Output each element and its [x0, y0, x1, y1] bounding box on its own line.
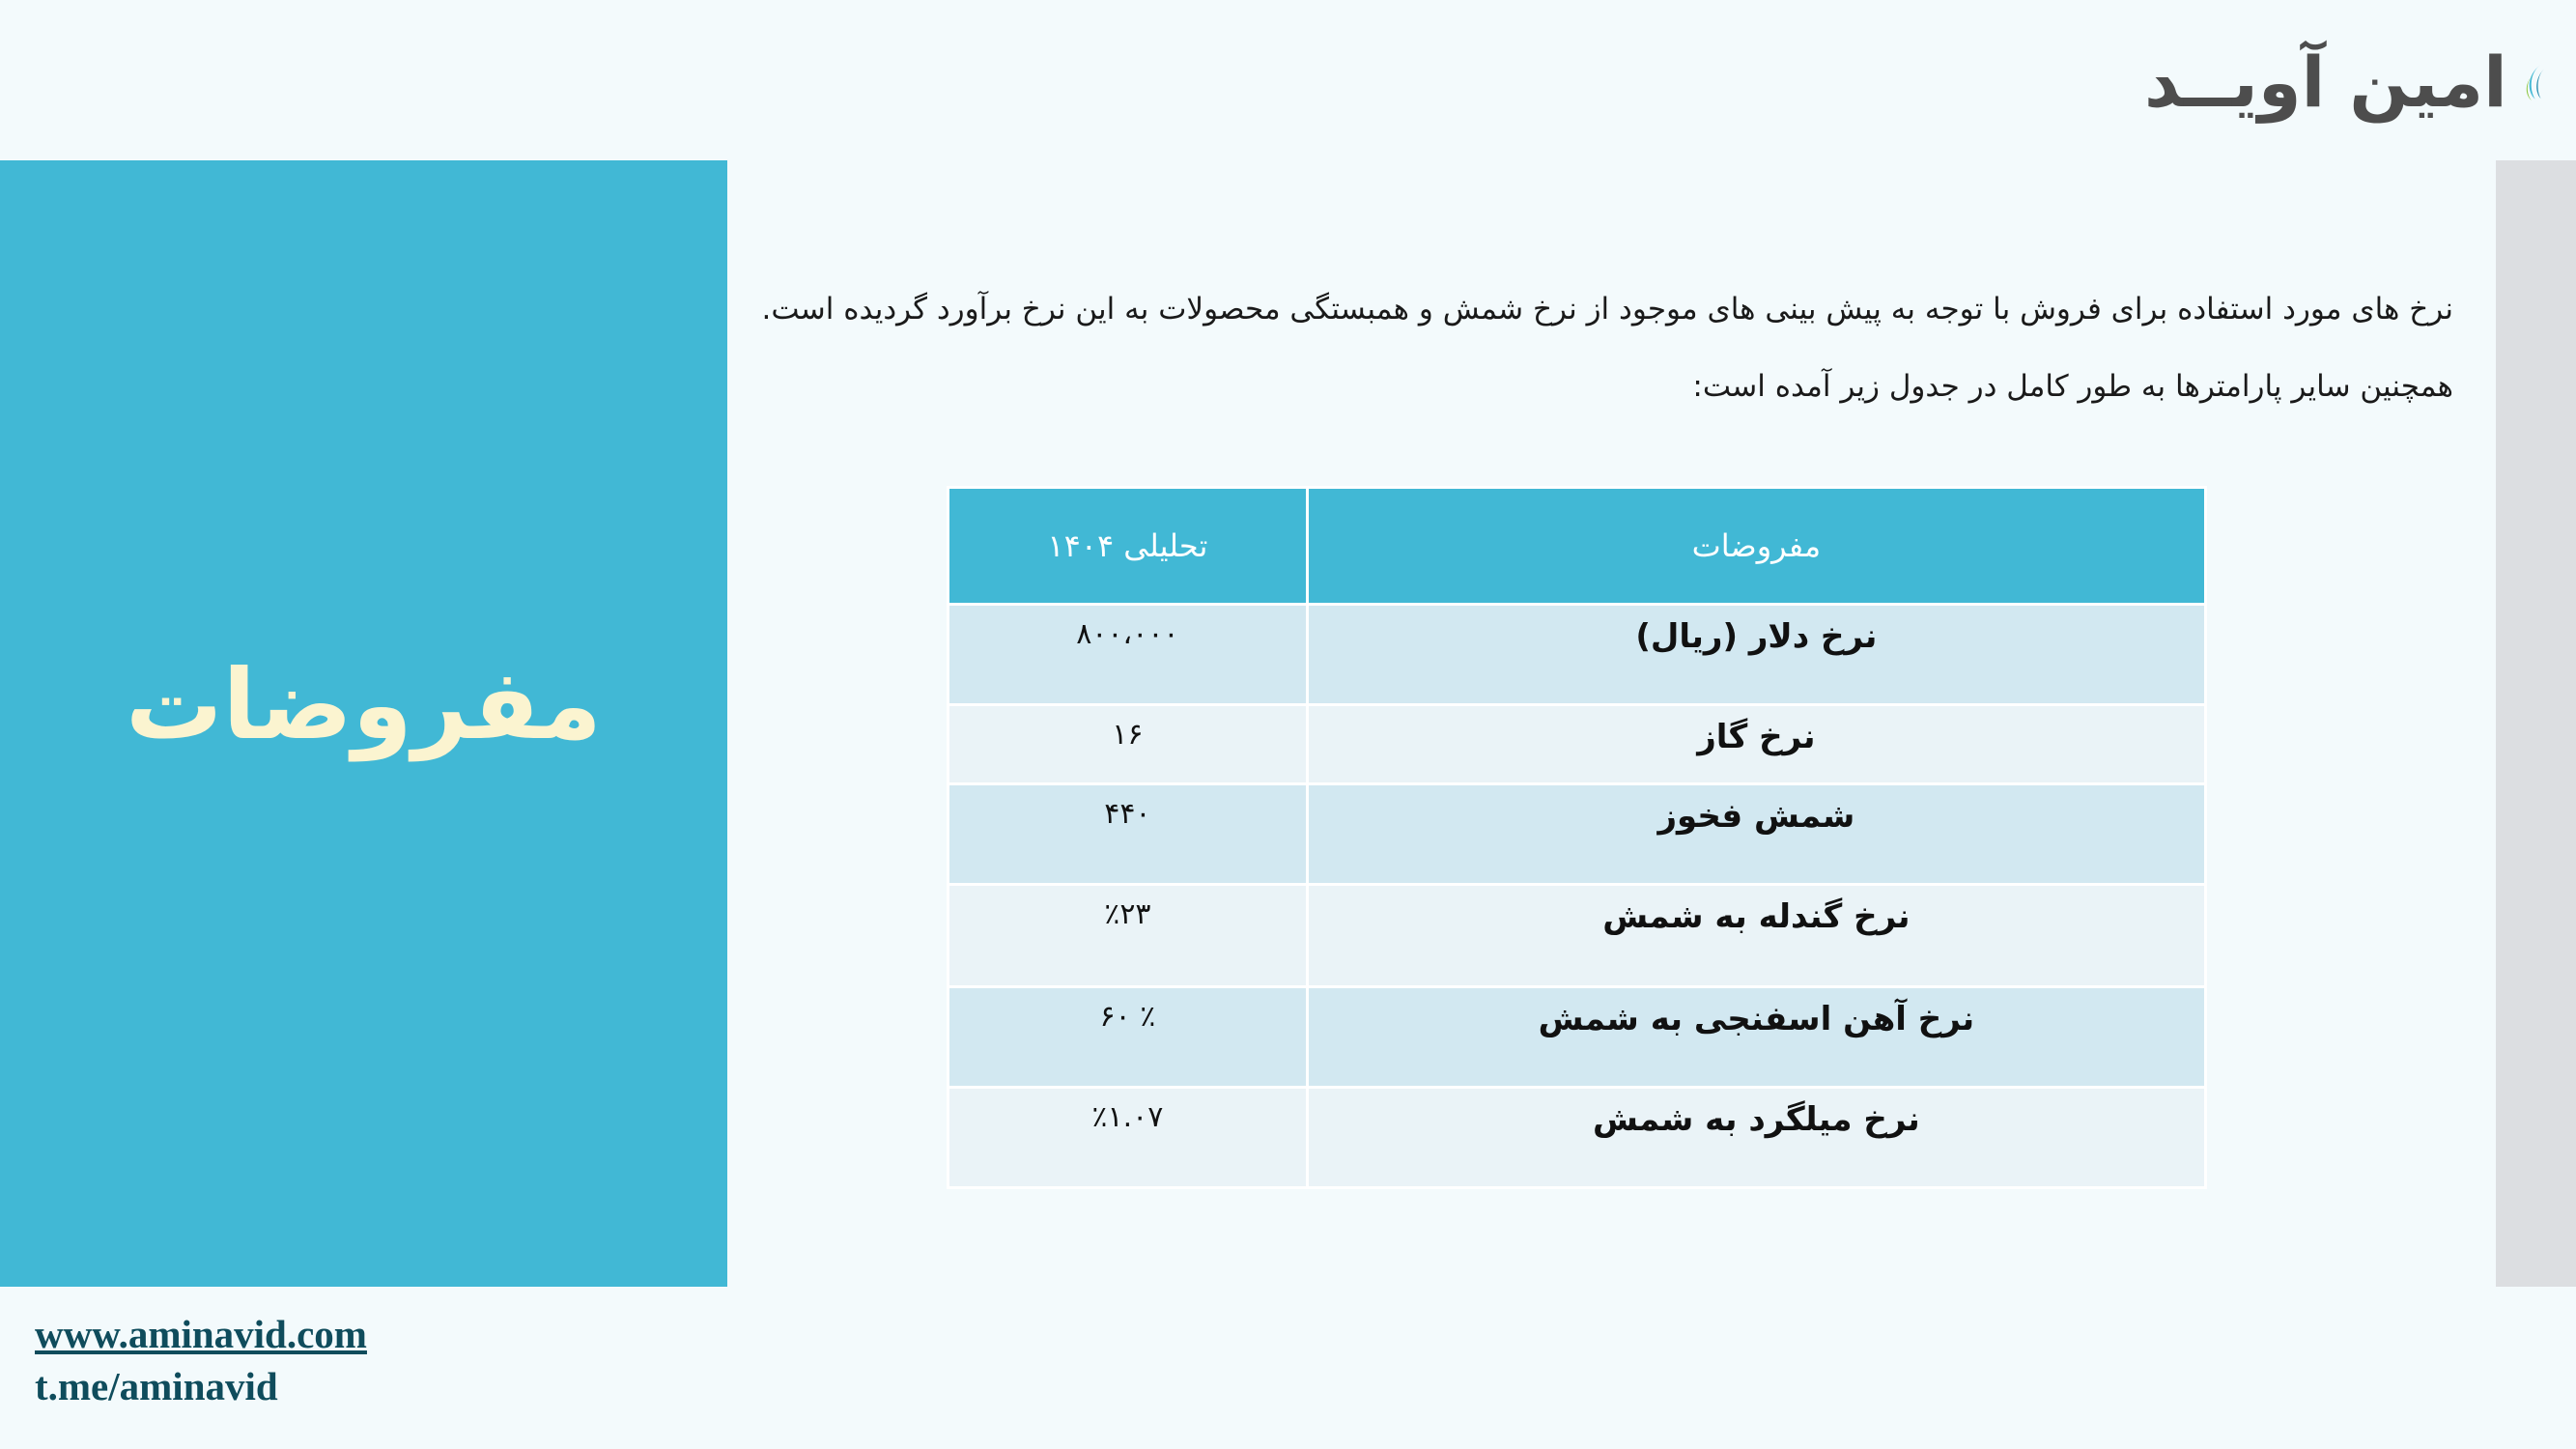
telegram-link[interactable]: t.me/aminavid	[35, 1364, 278, 1408]
row-label: نرخ گاز	[1307, 705, 2205, 784]
table-row	[948, 784, 2206, 885]
row-value: ۸۰۰،۰۰۰	[948, 605, 1308, 705]
table-row	[948, 1088, 2206, 1188]
row-label: شمش فخوز	[1307, 784, 2205, 885]
website-link[interactable]: www.aminavid.com	[35, 1312, 367, 1356]
table-row	[948, 705, 2206, 784]
row-value: ٪۲۳	[948, 885, 1308, 987]
panel-title: مفروضات	[126, 648, 602, 761]
brand-logo	[2144, 19, 2550, 145]
header-analysis: تحلیلی ۱۴۰۴	[948, 488, 1308, 605]
table-header-row	[948, 488, 2206, 605]
title-panel	[0, 160, 727, 1287]
intro-text	[763, 270, 2453, 425]
assumptions-table	[947, 486, 2207, 1189]
row-label: نرخ گندله به شمش	[1307, 885, 2205, 987]
row-label: نرخ میلگرد به شمش	[1307, 1088, 2205, 1188]
side-bar	[2496, 160, 2576, 1287]
row-value: ٪۱.۰۷	[948, 1088, 1308, 1188]
table-row	[948, 605, 2206, 705]
intro-line-2: همچنین سایر پارامترها به طور کامل در جدول زیر آمده است:	[1692, 369, 2453, 404]
row-value: ۴۴۰	[948, 784, 1308, 885]
brand-name: امین آویــد	[2144, 42, 2507, 123]
footer-links	[35, 1308, 367, 1412]
table-row	[948, 987, 2206, 1088]
row-label: نرخ آهن اسفنجی به شمش	[1307, 987, 2205, 1088]
header-assumption: مفروضات	[1307, 488, 2205, 605]
intro-line-1: نرخ های مورد استفاده برای فروش با توجه به پیش بینی های موجود از نرخ شمش و همبستگی محصولات به این نرخ برآورد گردیده است.	[761, 292, 2453, 327]
row-value: ۱۶	[948, 705, 1308, 784]
row-value: ٪ ۶۰	[948, 987, 1308, 1088]
row-label: نرخ دلار (ریال)	[1307, 605, 2205, 705]
table-row	[948, 885, 2206, 987]
brand-swoosh-icon	[2517, 24, 2550, 140]
